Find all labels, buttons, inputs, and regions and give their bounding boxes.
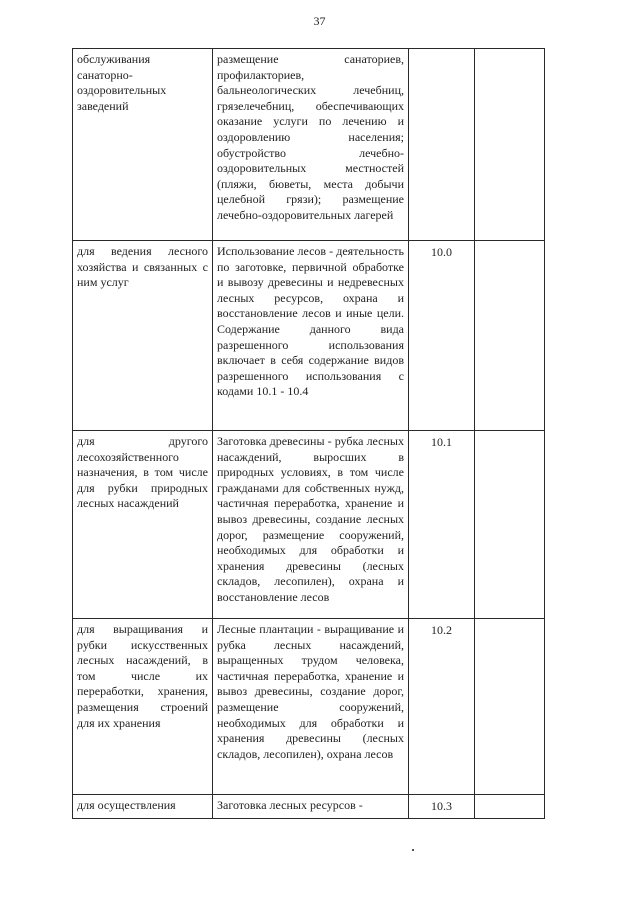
land-use-table <box>72 48 545 819</box>
use-code-cell: 10.2 <box>409 619 475 795</box>
table-row <box>73 619 545 795</box>
note-cell <box>475 431 545 619</box>
use-description-cell: Заготовка лесных ресурсов - <box>213 795 409 819</box>
table-row <box>73 49 545 241</box>
use-code-cell <box>409 49 475 241</box>
use-name-cell: для другого лесохозяйственного назначения, в том числе для рубки природных лесных насаждений <box>73 431 213 619</box>
note-cell <box>475 241 545 431</box>
table-row <box>73 431 545 619</box>
use-description-cell: Использование лесов - деятельность по заготовке, первичной обработке и вывозу древесины и недревесных лесных ресурсов, охрана и восстановление лесов и иные цели. Содержание данного вида разрешенного использования включает в себя содержание видов разрешенного использования с кодами 10.1 - 10.4 <box>213 241 409 431</box>
use-code-cell: 10.1 <box>409 431 475 619</box>
page-number: 37 <box>313 14 326 28</box>
use-description-cell: Заготовка древесины - рубка лесных насаждений, выросших в природных условиях, в том числе гражданами для собственных нужд, частичная переработка, хранение и вывоз древесины, создание лесных дорог, размещение сооружений, необходимых для обработки и хранения древесины (лесных складов, лесопилен), охрана и восстановление лесов <box>213 431 409 619</box>
note-cell <box>475 49 545 241</box>
note-cell <box>475 795 545 819</box>
note-cell <box>475 619 545 795</box>
use-description-cell: размещение санаториев, профилакториев, бальнеологических лечебниц, грязелечебниц, обеспечивающих оказание услуги по лечению и оздоровлению населения; обустройство лечебно-оздоровительных местностей (пляжи, бюветы, места добычи целебной грязи); размещение лечебно-оздоровительных лагерей <box>213 49 409 241</box>
use-description-cell: Лесные плантации - выращивание и рубка лесных насаждений, выращенных трудом человека, частичная переработка, хранение и вывоз древесины, создание дорог, размещение сооружений, необходимых для обработки и хранения древесины (лесных складов, лесопилен), охрана лесов <box>213 619 409 795</box>
use-name-cell: для ведения лесного хозяйства и связанных с ним услуг <box>73 241 213 431</box>
table-row <box>73 241 545 431</box>
table-row <box>73 795 545 819</box>
use-name-cell: для осуществления <box>73 795 213 819</box>
scan-speck <box>412 849 414 851</box>
use-code-cell: 10.0 <box>409 241 475 431</box>
use-name-cell: для выращивания и рубки искусственных лесных насаждений, в том числе их переработки, хранения, размещения строений для их хранения <box>73 619 213 795</box>
use-code-cell: 10.3 <box>409 795 475 819</box>
use-name-cell: обслуживания санаторно-оздоровительных заведений <box>73 49 213 241</box>
